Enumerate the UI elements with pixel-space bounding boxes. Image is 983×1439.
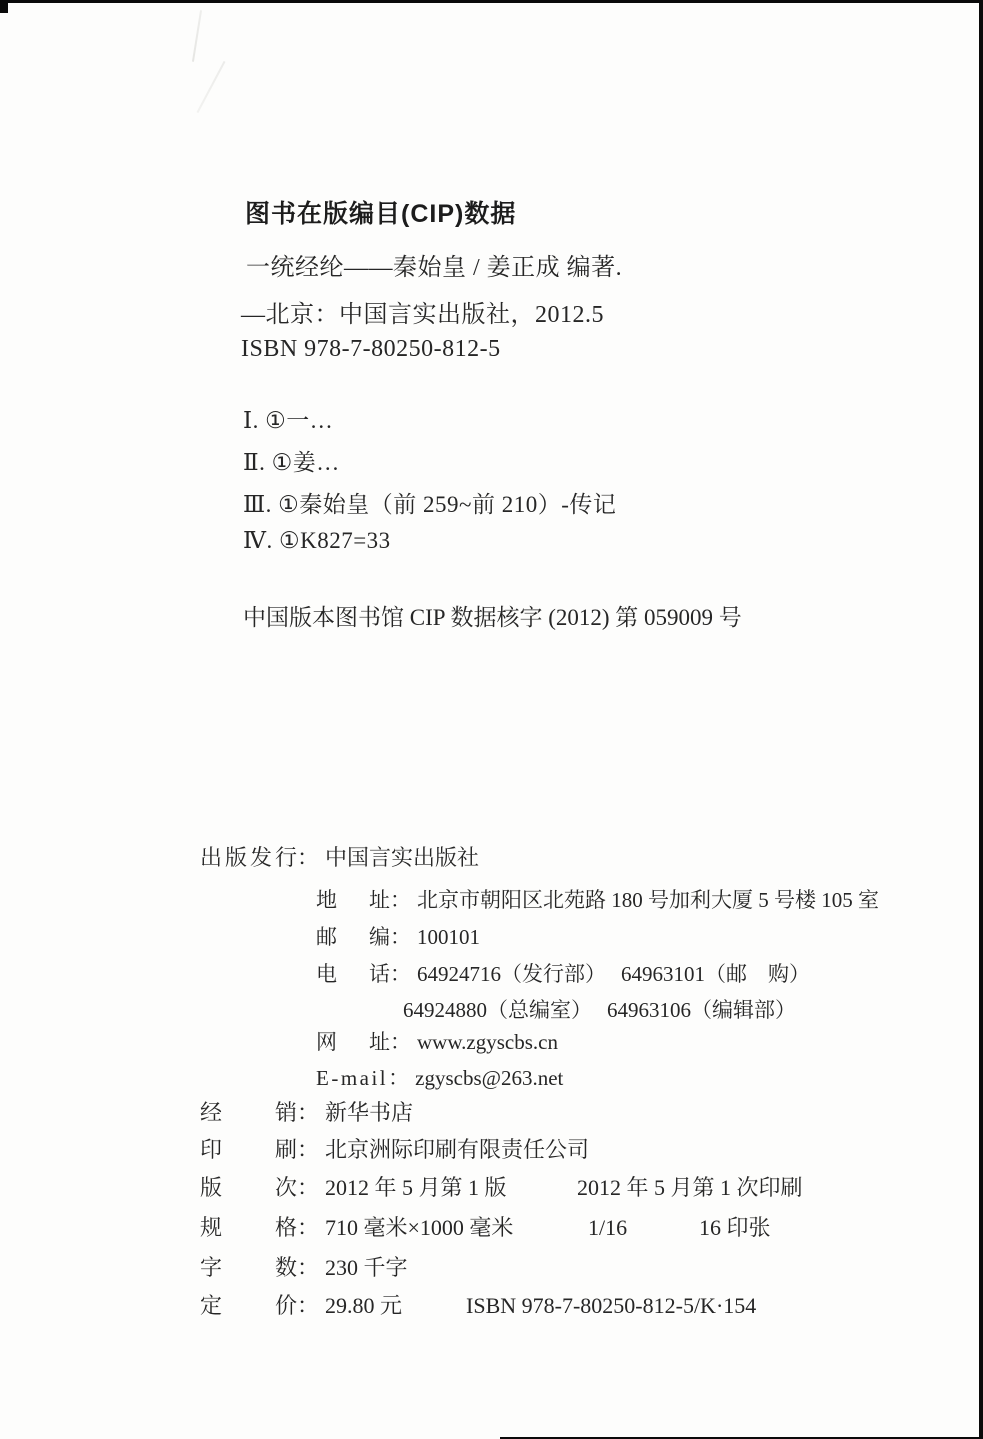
wordcount-label: 字数 [200,1255,297,1280]
colon: ： [297,1215,320,1240]
colon: ： [390,925,411,949]
book-title-line: 一统经纶——秦始皇 / 姜正成 编著. [246,255,623,281]
colon: ： [388,1066,410,1090]
row-wordcount [200,1251,408,1282]
colon: ： [297,1100,320,1125]
phone2-value-1: 64924880（总编室） [403,998,592,1022]
format-label: 规格 [200,1215,297,1240]
colon: ： [297,845,320,870]
classification-2: Ⅱ. ①姜… [243,450,340,475]
price-isbn-value: ISBN 978-7-80250-812-5/K·154 [466,1293,757,1318]
printing-label: 印刷 [200,1137,297,1162]
row-edition [200,1171,803,1202]
email-value: zgyscbs@263.net [415,1066,564,1090]
isbn-line: ISBN 978-7-80250-812-5 [241,336,501,362]
colon: ： [297,1293,320,1318]
row-website [316,1026,558,1056]
phone-label: 电话 [316,962,390,986]
publisher-city-line: —北京：中国言实出版社，2012.5 [241,302,604,328]
colon: ： [297,1175,320,1200]
email-label: E-mail [316,1066,389,1090]
colon: ： [390,1030,411,1054]
address-label: 地址 [316,888,390,912]
distribution-label: 经销 [200,1100,297,1125]
phone2-value-2: 64963106（编辑部） [607,998,796,1022]
cip-record-number-line: 中国版本图书馆 CIP 数据核字 (2012) 第 059009 号 [243,605,742,630]
colon: ： [297,1255,320,1280]
format-value-1: 710 毫米×1000 毫米 [325,1215,514,1240]
edition-value-1: 2012 年 5 月第 1 版 [325,1175,507,1200]
wordcount-value: 230 千字 [325,1255,408,1280]
row-address [316,884,879,914]
scan-crease [192,10,202,62]
row-email [316,1062,563,1092]
classification-1: Ⅰ. ①一… [243,408,334,433]
cip-header: 图书在版编目(CIP)数据 [245,200,517,228]
classification-3: Ⅲ. ①秦始皇（前 259~前 210）-传记 [243,492,617,517]
edition-label: 版次 [200,1175,297,1200]
website-value: www.zgyscbs.cn [417,1030,558,1054]
phone-value-2: 64963101（邮 购） [621,962,810,986]
row-price [200,1289,756,1320]
colon: ： [297,1137,320,1162]
phone-value-1: 64924716（发行部） [417,962,606,986]
website-label: 网址 [316,1030,390,1054]
scan-edge-top [0,0,983,3]
format-value-2: 1/16 [588,1215,628,1240]
row-printing [200,1133,589,1164]
postcode-value: 100101 [417,925,480,949]
row-postcode [316,921,480,951]
colon: ： [390,962,411,986]
row-phone [316,958,810,988]
scan-edge-right [979,0,983,1439]
format-value-3: 16 印张 [699,1215,771,1240]
publisher-value: 中国言实出版社 [325,845,480,870]
printing-value: 北京洲际印刷有限责任公司 [325,1137,590,1162]
scan-corner-mark [0,0,8,13]
edition-value-2: 2012 年 5 月第 1 次印刷 [577,1175,803,1200]
row-distribution [200,1096,413,1127]
address-value: 北京市朝阳区北苑路 180 号加利大厦 5 号楼 105 室 [417,888,879,912]
classification-4: Ⅳ. ①K827=33 [243,528,391,553]
row-phone-2 [403,994,796,1024]
price-value: 29.80 元 [325,1293,403,1318]
postcode-label: 邮编 [316,925,390,949]
row-publisher [200,841,479,872]
row-format [200,1211,771,1242]
publisher-label: 出版发行 [200,845,297,870]
distribution-value: 新华书店 [325,1100,414,1125]
scan-crease [197,61,226,113]
colon: ： [390,888,411,912]
price-label: 定价 [200,1293,297,1318]
